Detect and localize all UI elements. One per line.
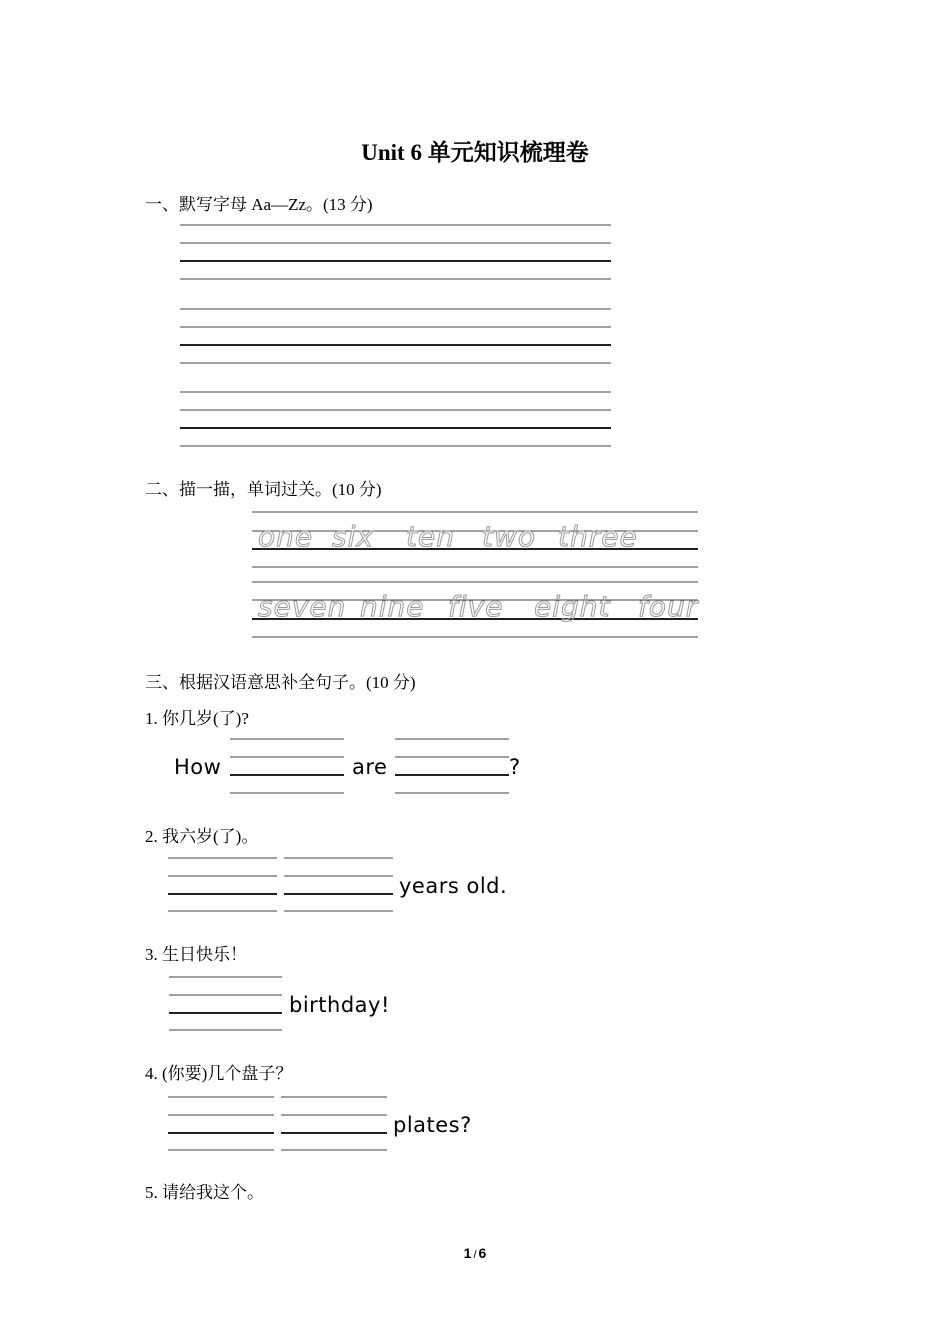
trace-word-six: six [332,520,374,553]
page-number [0,1245,950,1261]
section-3-heading: 三、根据汉语意思补全句子。(10 分) [145,673,416,692]
q1-word-are: are [352,755,388,779]
page-total: 6 [478,1245,487,1261]
q1-answer-blank-1[interactable] [230,752,344,776]
section-1-heading: 一、默写字母 Aa—Zz。(13 分) [145,195,373,214]
trace-word-one: one [258,520,314,553]
q4-answer-blank-1[interactable] [168,1110,274,1134]
trace-word-three: three [558,520,638,553]
q1-question-mark: ? [509,755,521,779]
q4-answer-blank-2[interactable] [281,1110,387,1134]
section-2-heading: 二、描一描，单词过关。(10 分) [145,480,382,499]
q3-prompt: 3. 生日快乐！ [145,945,247,964]
trace-word-four: four [638,590,699,623]
q5-prompt: 5. 请给我这个。 [145,1183,264,1202]
trace-word-seven: seven [258,590,347,623]
alphabet-grid-1 [180,225,611,279]
trace-word-ten: ten [406,520,455,553]
q4-tail: plates? [393,1113,472,1137]
q2-prompt: 2. 我六岁(了)。 [145,827,259,846]
trace-word-nine: nine [360,590,425,623]
page-separator: / [473,1249,477,1261]
q1-word-how: How [174,755,222,779]
q3-answer-blank-1[interactable] [169,990,282,1014]
q1-answer-blank-2[interactable] [395,752,509,776]
q2-tail: years old. [399,874,508,898]
q2-answer-blank-2[interactable] [284,871,393,895]
alphabet-grid-3 [180,392,611,446]
q2-answer-blank-1[interactable] [168,871,277,895]
trace-word-five: five [448,590,504,623]
trace-word-two: two [482,520,537,553]
page-title: Unit 6 单元知识梳理卷 [361,140,589,165]
q1-prompt: 1. 你几岁(了)? [145,709,249,728]
q3-tail: birthday! [289,993,390,1017]
page-current: 1 [463,1245,472,1261]
trace-word-eight: eight [534,590,611,623]
alphabet-grid-2 [180,309,611,363]
q4-prompt: 4. (你要)几个盘子？ [145,1064,293,1083]
